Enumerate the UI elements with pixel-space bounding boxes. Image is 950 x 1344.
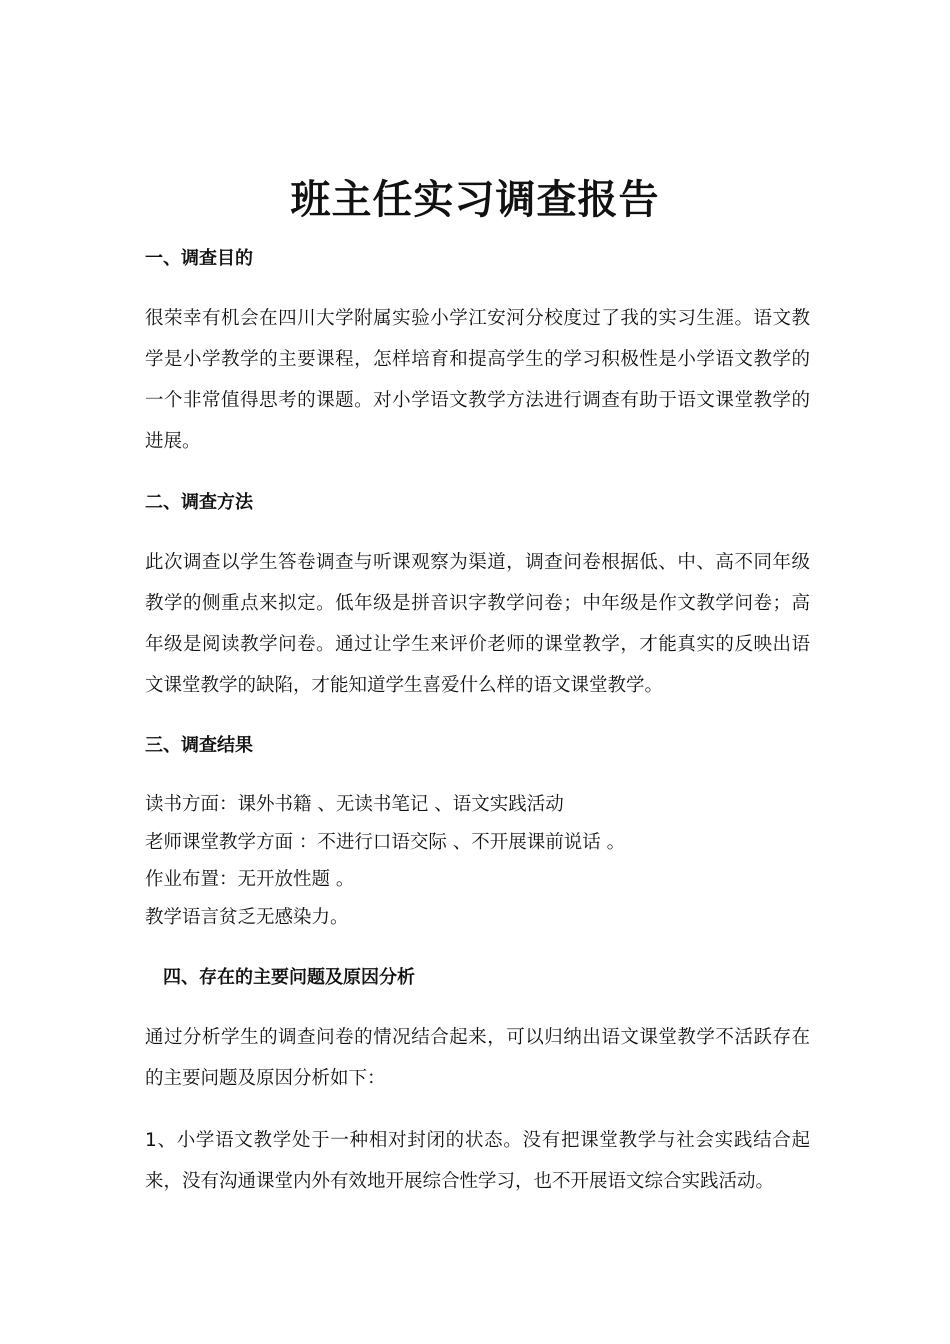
section-heading-problems: 四、存在的主要问题及原因分析 (163, 967, 415, 988)
document-title: 班主任实习调查报告 (290, 177, 660, 223)
section-paragraph-method: 此次调查以学生答卷调查与听课观察为渠道，调查问卷根据低、中、高不同年级教学的侧重点来拟定。低年级是拼音识字教学问卷；中年级是作文教学问卷；高年级是阅读教学问卷。通过让学生来评价老师的课堂教学，才能真实的反映出语文课堂教学的缺陷，才能知道学生喜爱什么样的语文课堂教学。 (145, 552, 810, 696)
results-list (145, 786, 810, 936)
results-line: 读书方面：课外书籍 、无读书笔记 、语文实践活动 (145, 794, 564, 815)
section-paragraph-problem-1: 1、小学语文教学处于一种相对封闭的状态。没有把课堂教学与社会实践结合起来，没有沟通课堂内外有效地开展综合性学习，也不开展语文综合实践活动。 (145, 1130, 810, 1192)
section-paragraph-purpose: 很荣幸有机会在四川大学附属实验小学江安河分校度过了我的实习生涯。语文教学是小学教学的主要课程，怎样培育和提高学生的学习积极性是小学语文教学的一个非常值得思考的课题。对小学语文教学方法进行调查有助于语文课堂教学的进展。 (145, 308, 810, 452)
section-heading-method: 二、调查方法 (145, 492, 253, 513)
section-heading-results: 三、调查结果 (145, 735, 253, 756)
results-line: 教学语言贫乏无感染力。 (145, 906, 349, 928)
section-paragraph-problems-intro: 通过分析学生的调查问卷的情况结合起来，可以归纳出语文课堂教学不活跃存在的主要问题及原因分析如下： (145, 1027, 810, 1089)
results-line: 作业布置：无开放性题 。 (145, 869, 355, 890)
results-line: 老师课堂教学方面 ：不进行口语交际 、不开展课前说话 。 (145, 831, 626, 853)
section-heading-purpose: 一、调查目的 (145, 248, 253, 269)
